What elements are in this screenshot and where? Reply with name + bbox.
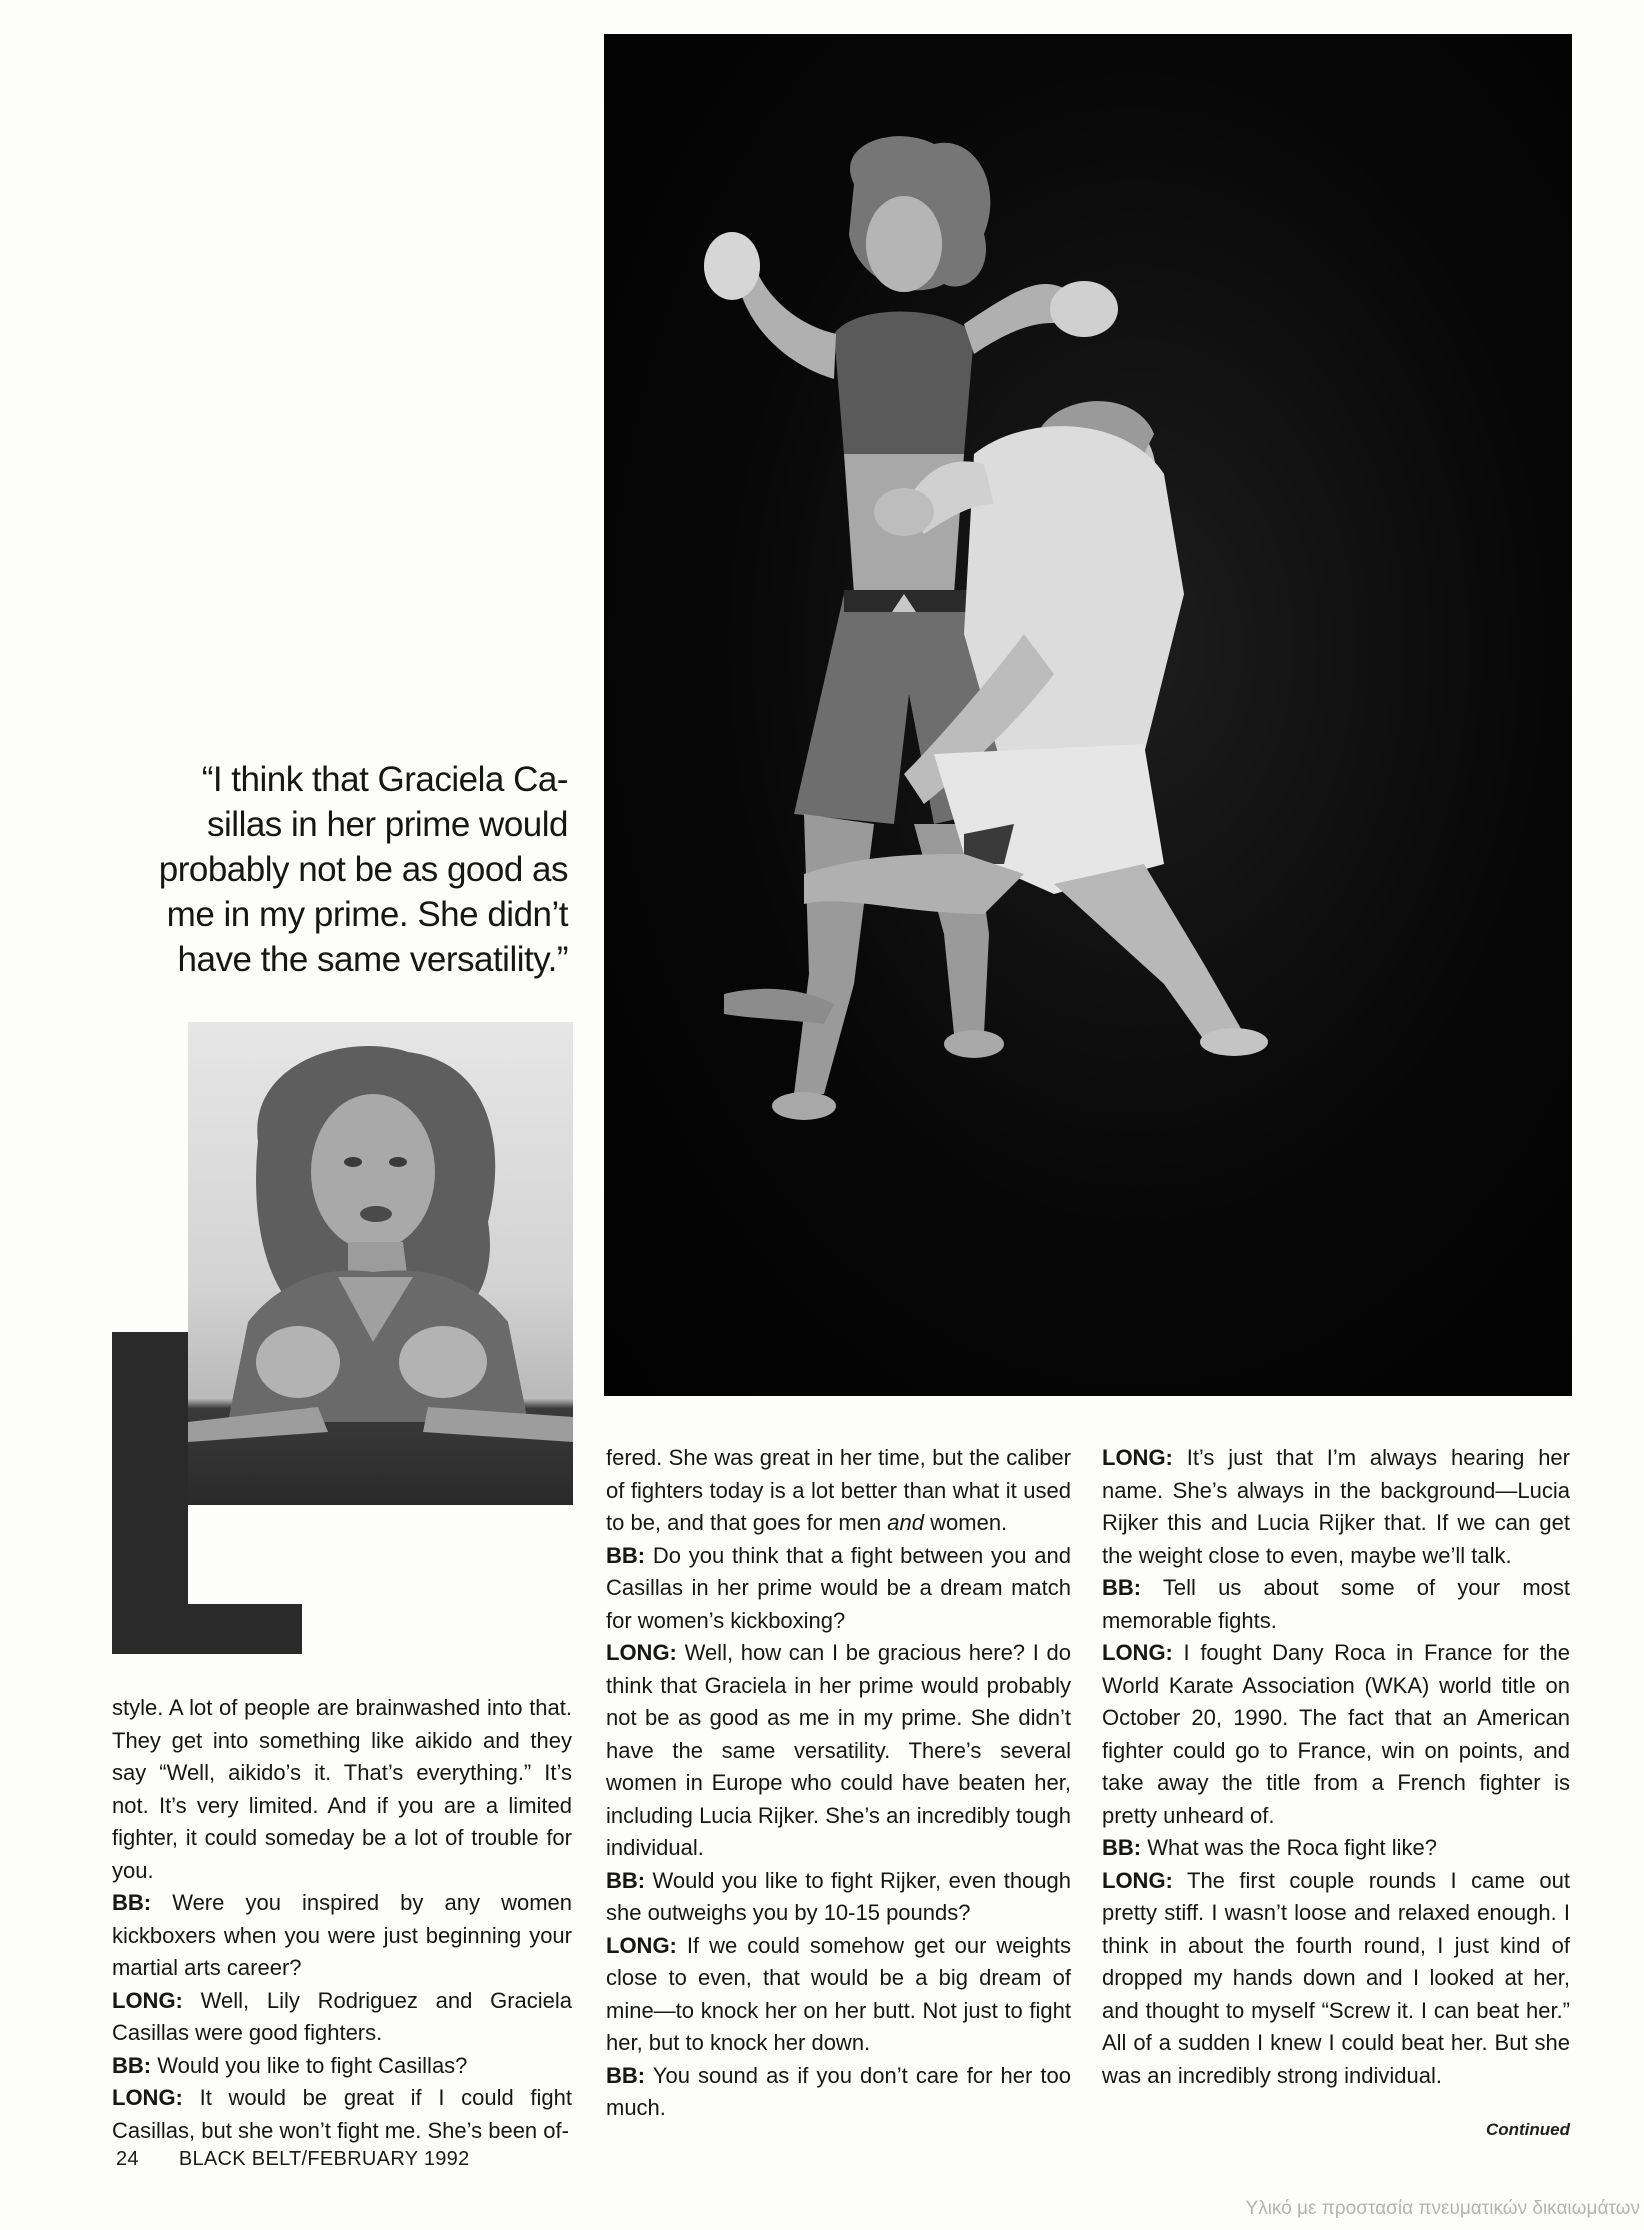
body-column-1 <box>112 1692 572 2147</box>
speaker-label: LONG: <box>112 1987 183 2013</box>
page-footer <box>116 2148 470 2171</box>
paragraph: BB: You sound as if you don’t care for her too much. <box>606 2062 1071 2120</box>
speaker-label: BB: <box>112 1890 152 1915</box>
paragraph: LONG: Well, Lily Rodriguez and Graciela Casillas were good fighters. <box>112 1987 572 2045</box>
copyright-watermark: Υλικό με προστασία πνευματικών δικαιωμάτων <box>1245 2198 1640 2219</box>
speaker-label: LONG: <box>1102 1867 1173 1893</box>
paragraph: BB: Would you like to fight Casillas? <box>112 2052 468 2078</box>
magazine-issue: BLACK BELT/FEBRUARY 1992 <box>178 2148 470 2170</box>
pull-quote-line: have the same versatility.” <box>177 940 568 979</box>
speaker-label: LONG: <box>1102 1640 1173 1665</box>
speaker-label: LONG: <box>1102 1445 1173 1470</box>
speaker-label: LONG: <box>606 1640 677 1665</box>
paragraph: LONG: It’s just that I’m always hearing her name. She’s always in the background—Lucia Rijker this and Lucia Rijker that. If we can get the weight close to even, maybe we’ll talk. <box>1102 1445 1570 1568</box>
paragraph: LONG: The first couple rounds I came out pretty stiff. I wasn’t loose and relaxed enough. I think in about the fourth round, I just kind of dropped my hands down and I looked at her, and thought to myself “Screw it. I can beat her.” All of a sudden I knew I could beat her. But she was an incredibly strong individual. <box>1102 1867 1570 2088</box>
pull-quote-line: probably not be as good as <box>158 850 568 889</box>
paragraph: style. A lot of people are brainwashed into that. They get into something like aikido and they say “Well, aikido’s it. That’s everything.” It’s not. It’s very limited. And if you are a limited fighter, it could someday be a lot of trouble for you. <box>112 1695 572 1883</box>
speaker-label: BB: <box>606 2062 646 2088</box>
body-column-3 <box>1102 1442 1570 2092</box>
speaker-label: LONG: <box>112 2085 183 2110</box>
drop-cap-block-foot <box>112 1604 302 1654</box>
continued-label: Continued <box>1485 2120 1570 2139</box>
portrait-photo <box>188 1022 573 1505</box>
speaker-label: BB: <box>1102 1835 1142 1860</box>
emphasis: and <box>887 1510 925 1535</box>
speaker-label: BB: <box>606 1867 646 1893</box>
pull-quote-line: “I think that Graciela Ca- <box>201 760 568 799</box>
body-column-2 <box>606 1442 1071 2125</box>
paragraph: BB: Do you think that a fight between you and Casillas in her prime would be a dream match for women’s kickboxing? <box>606 1542 1071 1633</box>
page-number: 24 <box>116 2148 139 2170</box>
speaker-label: BB: <box>1102 1575 1142 1600</box>
kickboxing-action-photo <box>604 34 1572 1396</box>
paragraph: LONG: I fought Dany Roca in France for the World Karate Association (WKA) world title on October 20, 1990. The fact that an American fighter could go to France, win on points, and take away the title from a French fighter is pretty unheard of. <box>1102 1640 1570 1828</box>
speaker-label: LONG: <box>606 1932 677 1958</box>
pull-quote-line: me in my prime. She didn’t <box>166 895 568 934</box>
paragraph: BB: Would you like to fight Rijker, even though she outweighs you by 10-15 pounds? <box>606 1867 1071 1925</box>
paragraph: LONG: Well, how can I be gracious here? I do think that Graciela in her prime would probably not be as good as me in my prime. She didn’t have the same versatility. There’s several women in Europe who could have beaten her, including Lucia Rijker. She’s an incredibly tough individual. <box>606 1640 1071 1860</box>
paragraph: BB: Tell us about some of your most memorable fights. <box>1102 1575 1570 1633</box>
paragraph: LONG: It would be great if I could fight Casillas, but she won’t fight me. She’s been of- <box>112 2085 572 2143</box>
pull-quote <box>120 757 568 982</box>
action-photo-illustration <box>604 34 1572 1396</box>
paragraph: fered. She was great in her time, but the caliber of fighters today is a lot better than what it used to be, and that goes for men and women. <box>606 1445 1071 1535</box>
portrait-illustration <box>188 1022 573 1505</box>
speaker-label: BB: <box>606 1542 646 1568</box>
pull-quote-line: sillas in her prime would <box>207 805 568 844</box>
paragraph: BB: What was the Roca fight like? <box>1102 1835 1438 1860</box>
speaker-label: BB: <box>112 2052 152 2078</box>
paragraph: BB: Were you inspired by any women kickboxers when you were just beginning your martial arts career? <box>112 1890 572 1980</box>
paragraph: LONG: If we could somehow get our weights close to even, that would be a big dream of mine—to knock her on her butt. Not just to fight her, but to knock her down. <box>606 1932 1071 2055</box>
